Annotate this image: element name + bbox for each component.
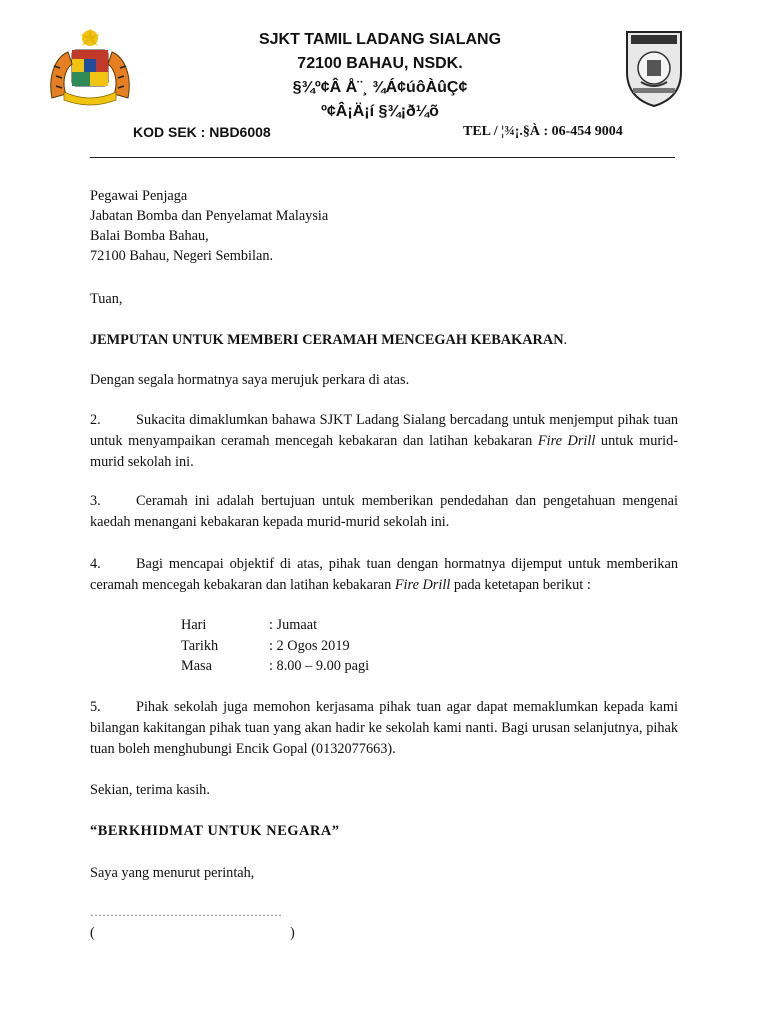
school-address: 72100 BAHAU, NSDK.	[297, 55, 463, 72]
recipient-line-3: Balai Bomba Bahau,	[90, 228, 209, 244]
recipient-line-2: Jabatan Bomba dan Penyelamat Malaysia	[90, 208, 329, 224]
paragraph-text-end: pada ketetapan berikut :	[450, 577, 591, 593]
salutation: Tuan,	[90, 291, 123, 307]
schedule-label: Masa	[181, 658, 212, 674]
paragraph-text-end: untuk murid-murid sekolah ini.	[90, 433, 678, 470]
open-parenthesis: (	[90, 925, 95, 941]
letter-subject	[90, 330, 567, 350]
recipient-line-1: Pegawai Penjaga	[90, 188, 188, 204]
paragraph-number: 5.	[90, 699, 101, 715]
schedule-row-time	[181, 656, 369, 677]
paragraph-text: Ceramah ini adalah bertujuan untuk memberikan pendedahan dan pengetahuan mengenai kaedah menangani kebakaran kepada murid-murid sekolah ini.	[90, 493, 678, 530]
malaysia-crest-icon	[44, 28, 136, 108]
paragraph-2	[90, 410, 678, 473]
schedule-value: : 2 Ogos 2019	[269, 638, 350, 654]
tamil-school-location: º¢Â¡Ä¡í §¾¡ð¼õ	[321, 103, 439, 120]
paragraph-italic: Fire Drill	[537, 433, 596, 449]
tamil-school-name: §¾º¢Â Å¨¸ ¾Á¢úôÀûÇ¢	[292, 79, 468, 96]
paragraph-number: 3.	[90, 493, 101, 509]
signature-line: …………………………………………	[90, 905, 282, 919]
motto: “BERKHIDMAT UNTUK NEGARA”	[90, 823, 340, 839]
header-divider	[90, 157, 675, 158]
schedule-row-day	[181, 615, 317, 636]
paragraph-text: Sukacita dimaklumkan bahawa SJKT Ladang Sialang bercadang untuk menjemput pihak tuan untuk menyampaikan ceramah mencegah kebakaran dan latihan kebakaran	[90, 412, 678, 449]
schedule-value: : 8.00 – 9.00 pagi	[269, 658, 370, 674]
paragraph-text: Bagi mencapai objektif di atas, pihak tuan dengan hormatnya dijemput untuk memberikan ceramah mencegah kebakaran dan latihan kebakaran	[90, 556, 678, 593]
school-telephone: TEL / ¦¾¡.§À : 06-454 9004	[463, 124, 623, 139]
recipient-line-4: 72100 Bahau, Negeri Sembilan.	[90, 248, 274, 264]
schedule-label: Hari	[181, 617, 207, 633]
paragraph-italic: Fire Drill	[394, 577, 451, 593]
school-badge-icon	[623, 26, 685, 108]
paragraph-5	[90, 697, 678, 760]
paragraph-4	[90, 554, 678, 596]
schedule-label: Tarikh	[181, 638, 219, 654]
closing-line: Sekian, terima kasih.	[90, 782, 210, 798]
close-parenthesis: )	[290, 925, 295, 941]
sign-off: Saya yang menurut perintah,	[90, 865, 255, 881]
paragraph-text: Pihak sekolah juga memohon kerjasama pihak tuan agar dapat memaklumkan kepada kami bilangan kakitangan pihak tuan yang akan hadir ke sekolah kami nanti. Bagi urusan selanjutnya, pihak tuan boleh menghubungi Encik Gopal (0132077663).	[90, 699, 678, 757]
school-name: SJKT TAMIL LADANG SIALANG	[258, 31, 502, 48]
subject-text: JEMPUTAN UNTUK MEMBERI CERAMAH MENCEGAH KEBAKARAN	[90, 332, 564, 348]
paragraph-3	[90, 491, 678, 533]
school-code: KOD SEK : NBD6008	[133, 124, 271, 140]
opening-line: Dengan segala hormatnya saya merujuk perkara di atas.	[90, 372, 410, 388]
paragraph-number: 2.	[90, 412, 101, 428]
schedule-value: : Jumaat	[269, 617, 318, 633]
schedule-row-date	[181, 636, 350, 657]
subject-period: .	[563, 332, 568, 348]
paragraph-number: 4.	[90, 556, 101, 572]
signatory-name-placeholder	[90, 925, 300, 942]
